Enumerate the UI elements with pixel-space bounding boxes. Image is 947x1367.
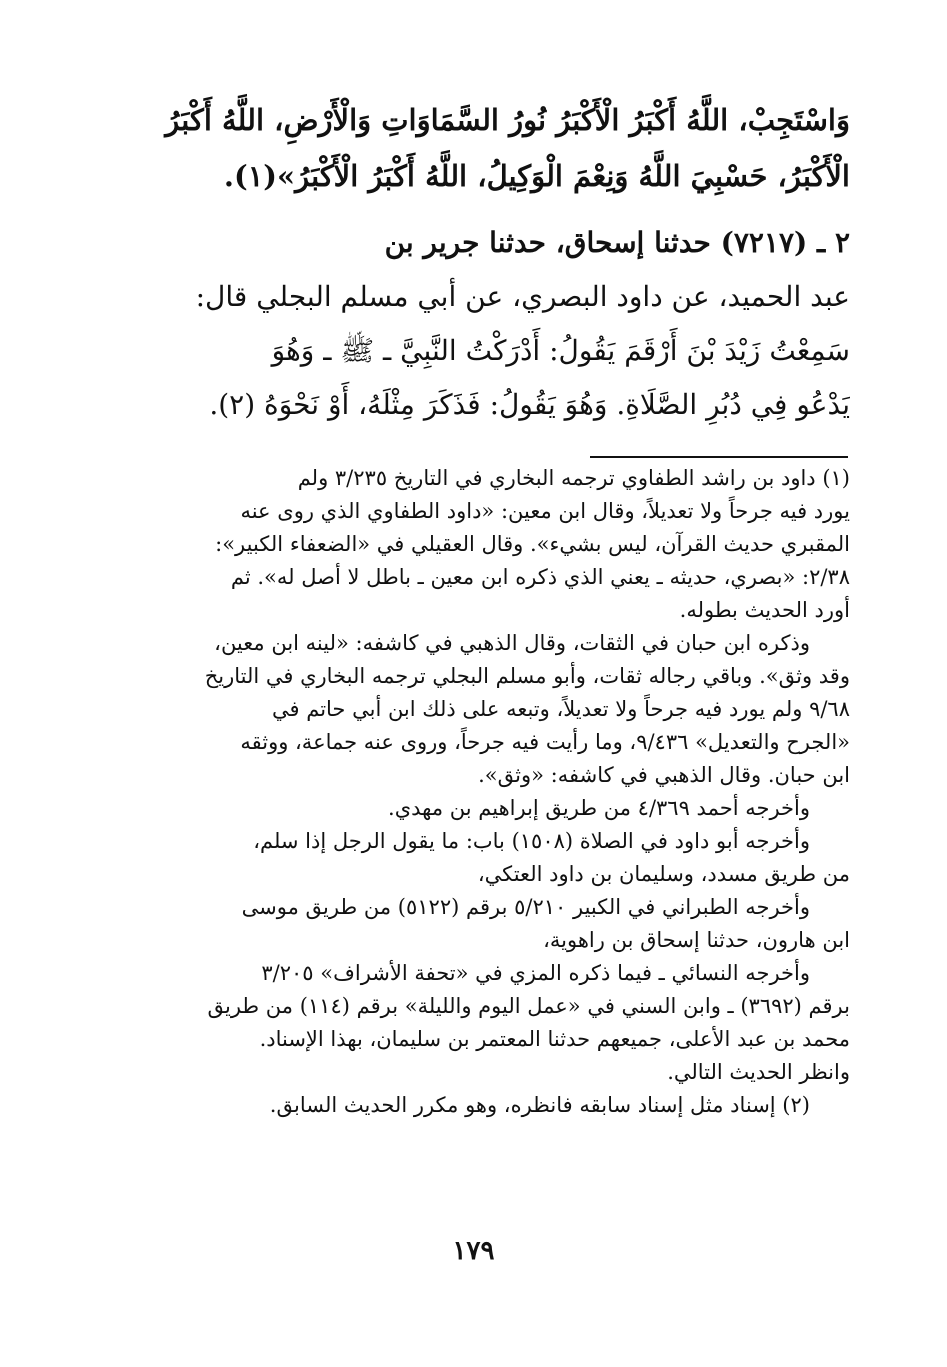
- footnote-line: ابن هارون، حدثنا إسحاق بن راهوية،: [543, 928, 850, 952]
- footnote-line: المقبري حديث القرآن، ليس بشيء». وقال العقيلي في «الضعفاء الكبير»:: [215, 532, 850, 556]
- footnote-line: (٢) إسناد مثل إسناد سابقه فانظره، وهو مكرر الحديث السابق.: [269, 1093, 810, 1117]
- hadith-block: [150, 216, 850, 432]
- footnote-line: وأخرجه الطبراني في الكبير ٥/٢١٠ برقم (٥١٢٢) من طريق موسى: [241, 895, 810, 919]
- footnote-line: ابن حبان. وقال الذهبي في كاشفه: «وثق».: [478, 763, 850, 787]
- footnote-line: وانظر الحديث التالي.: [667, 1060, 850, 1084]
- hadith-line: سَمِعْتُ زَيْدَ بْنَ أَرْقَمَ يَقُولُ: أَدْرَكْتُ النَّبِيَّ ـ ﷺ ـ وَهُوَ: [271, 334, 850, 367]
- footnote-line: (١) داود بن راشد الطفاوي ترجمه البخاري في التاريخ ٣/٢٣٥ ولم: [297, 466, 850, 490]
- footnote-line: يورد فيه جرحاً ولا تعديلاً، وقال ابن معين: «داود الطفاوي الذي روى عنه: [240, 499, 850, 523]
- main-text-line: الْأَكْبَرُ، حَسْبِيَ اللَّهُ وَنِعْمَ الْوَكِيلُ، اللَّهُ أَكْبَرُ الْأَكْبَرُ»(١).: [223, 159, 850, 193]
- footnote-line: من طريق مسدد، وسليمان بن داود العتكي،: [477, 862, 850, 886]
- footnote-line: وأخرجه أحمد ٤/٣٦٩ من طريق إبراهيم بن مهدي.: [388, 796, 810, 820]
- footnote-line: ٢/٣٨: «بصري، حديثه ـ يعني الذي ذكره ابن معين ـ باطل لا أصل له». ثم: [230, 565, 850, 589]
- footnote-divider: [590, 456, 848, 458]
- footnote-line: برقم (٣٦٩٢) ـ وابن السني في «عمل اليوم والليلة» برقم (١١٤) من طريق: [207, 994, 850, 1018]
- footnote-line: وأخرجه النسائي ـ فيما ذكره المزي في «تحفة الأشراف» ٣/٢٠٥: [261, 961, 810, 985]
- footnotes-block: [150, 462, 850, 1122]
- hadith-line: عبد الحميد، عن داود البصري، عن أبي مسلم البجلي قال:: [195, 280, 850, 313]
- main-text-block: [150, 92, 850, 204]
- footnote-line: أورد الحديث بطوله.: [679, 598, 850, 622]
- footnote-line: ٩/٦٨ ولم يورد فيه جرحاً ولا تعديلاً، وتبعه على ذلك ابن أبي حاتم في: [272, 697, 850, 721]
- hadith-line: يَدْعُو فِي دُبُرِ الصَّلَاةِ. وَهُوَ يَقُولُ: فَذَكَرَ مِثْلَهُ، أَوْ نَحْوَهُ (٢).: [209, 388, 850, 421]
- footnote-line: وقد وثق». وباقي رجاله ثقات، وأبو مسلم البجلي ترجمه البخاري في التاريخ: [204, 664, 850, 688]
- main-text-line: وَاسْتَجِبْ، اللَّهُ أَكْبَرُ الْأَكْبَرُ نُورُ السَّمَاوَاتِ وَالْأَرْضِ، اللَّهُ أَكْبَرُ: [165, 103, 850, 137]
- footnote-line: «الجرح والتعديل» ٩/٤٣٦، وما رأيت فيه جرحاً، وروى عنه جماعة، ووثقه: [240, 730, 850, 754]
- footnote-line: وذكره ابن حبان في الثقات، وقال الذهبي في كاشفه: «لينه ابن معين،: [214, 631, 810, 655]
- page-number: ١٧٩: [452, 1236, 495, 1266]
- hadith-line: ٢ ـ (٧٢١٧) حدثنا إسحاق، حدثنا جرير بن: [384, 226, 850, 259]
- footnote-line: وأخرجه أبو داود في الصلاة (١٥٠٨) باب: ما يقول الرجل إذا سلم،: [253, 829, 810, 853]
- footnote-line: محمد بن عبد الأعلى، جميعهم حدثنا المعتمر بن سليمان، بهذا الإسناد.: [259, 1027, 850, 1051]
